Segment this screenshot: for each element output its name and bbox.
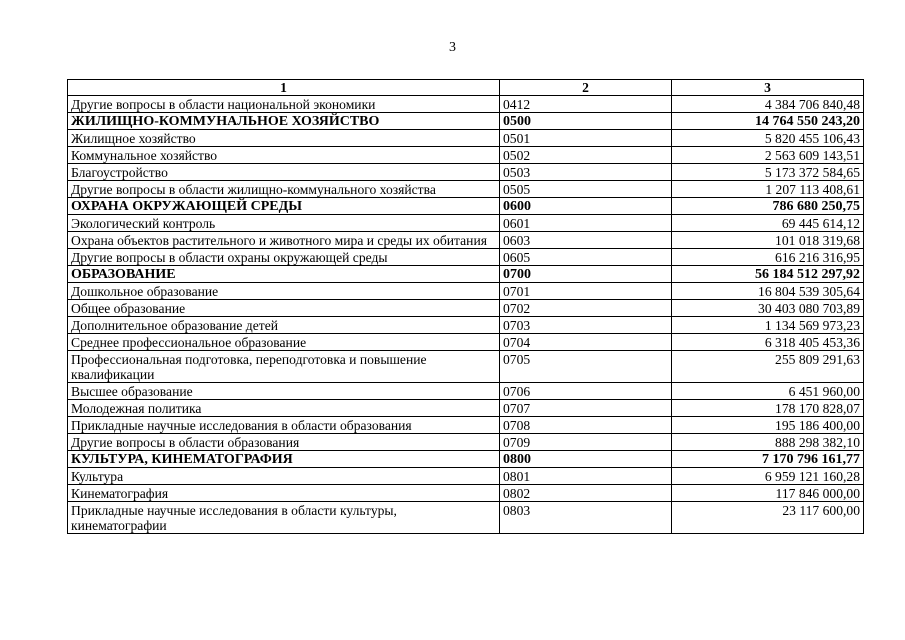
page-number: 3: [449, 40, 456, 55]
row-amount: 117 846 000,00: [672, 485, 864, 502]
row-code: 0802: [500, 485, 672, 502]
row-amount: 14 764 550 243,20: [672, 113, 864, 130]
row-name: Другие вопросы в области образования: [68, 434, 500, 451]
row-code: 0412: [500, 96, 672, 113]
column-header-1: 1: [68, 80, 500, 96]
row-amount: 616 216 316,95: [672, 249, 864, 266]
row-amount: 16 804 539 305,64: [672, 283, 864, 300]
row-code: 0706: [500, 383, 672, 400]
table-row: [68, 383, 864, 400]
table-row: [68, 334, 864, 351]
row-amount: 5 820 455 106,43: [672, 130, 864, 147]
row-name: Другие вопросы в области охраны окружающей среды: [68, 249, 500, 266]
row-name: Высшее образование: [68, 383, 500, 400]
table-row: [68, 232, 864, 249]
row-amount: 69 445 614,12: [672, 215, 864, 232]
row-code: 0601: [500, 215, 672, 232]
row-amount: 6 318 405 453,36: [672, 334, 864, 351]
row-name: Среднее профессиональное образование: [68, 334, 500, 351]
row-name: Культура: [68, 468, 500, 485]
row-code: 0700: [500, 266, 672, 283]
row-code: 0704: [500, 334, 672, 351]
table-row: [68, 300, 864, 317]
row-name: ОХРАНА ОКРУЖАЮЩЕЙ СРЕДЫ: [68, 198, 500, 215]
row-name: Молодежная политика: [68, 400, 500, 417]
budget-table: [67, 79, 864, 534]
row-code: 0503: [500, 164, 672, 181]
row-code: 0505: [500, 181, 672, 198]
row-name: Прикладные научные исследования в области культуры, кинематографии: [68, 502, 500, 534]
table-row: [68, 249, 864, 266]
row-code: 0605: [500, 249, 672, 266]
table-row: [68, 96, 864, 113]
row-code: 0801: [500, 468, 672, 485]
row-amount: 888 298 382,10: [672, 434, 864, 451]
column-header-2: 2: [500, 80, 672, 96]
row-code: 0803: [500, 502, 672, 534]
row-amount: 6 451 960,00: [672, 383, 864, 400]
row-amount: 7 170 796 161,77: [672, 451, 864, 468]
row-name: Другие вопросы в области национальной экономики: [68, 96, 500, 113]
row-amount: 23 117 600,00: [672, 502, 864, 534]
row-name: Прикладные научные исследования в области образования: [68, 417, 500, 434]
row-name: Профессиональная подготовка, переподготовка и повышение квалификации: [68, 351, 500, 383]
table-row: [68, 351, 864, 383]
row-code: 0703: [500, 317, 672, 334]
row-name: ОБРАЗОВАНИЕ: [68, 266, 500, 283]
row-name: Экологический контроль: [68, 215, 500, 232]
table-row: [68, 468, 864, 485]
table-body: [68, 96, 864, 534]
row-name: Охрана объектов растительного и животного мира и среды их обитания: [68, 232, 500, 249]
table-row: [68, 485, 864, 502]
table-header-row: [68, 80, 864, 96]
row-name: Жилищное хозяйство: [68, 130, 500, 147]
row-name: Кинематография: [68, 485, 500, 502]
row-code: 0603: [500, 232, 672, 249]
table-row: [68, 283, 864, 300]
row-code: 0702: [500, 300, 672, 317]
row-amount: 786 680 250,75: [672, 198, 864, 215]
row-amount: 195 186 400,00: [672, 417, 864, 434]
row-amount: 4 384 706 840,48: [672, 96, 864, 113]
table-row: [68, 317, 864, 334]
row-code: 0600: [500, 198, 672, 215]
column-header-3: 3: [672, 80, 864, 96]
row-code: 0707: [500, 400, 672, 417]
table-row: [68, 147, 864, 164]
row-code: 0705: [500, 351, 672, 383]
row-name: Дополнительное образование детей: [68, 317, 500, 334]
row-name: ЖИЛИЩНО-КОММУНАЛЬНОЕ ХОЗЯЙСТВО: [68, 113, 500, 130]
row-amount: 101 018 319,68: [672, 232, 864, 249]
row-code: 0701: [500, 283, 672, 300]
row-name: Общее образование: [68, 300, 500, 317]
table-row: [68, 434, 864, 451]
row-amount: 56 184 512 297,92: [672, 266, 864, 283]
table-row: [68, 130, 864, 147]
table-row: [68, 215, 864, 232]
row-amount: 5 173 372 584,65: [672, 164, 864, 181]
row-code: 0500: [500, 113, 672, 130]
row-name: КУЛЬТУРА, КИНЕМАТОГРАФИЯ: [68, 451, 500, 468]
row-amount: 30 403 080 703,89: [672, 300, 864, 317]
table-row: [68, 417, 864, 434]
row-amount: 178 170 828,07: [672, 400, 864, 417]
row-amount: 2 563 609 143,51: [672, 147, 864, 164]
row-amount: 6 959 121 160,28: [672, 468, 864, 485]
row-amount: 1 207 113 408,61: [672, 181, 864, 198]
table-row: [68, 502, 864, 534]
row-code: 0709: [500, 434, 672, 451]
row-name: Благоустройство: [68, 164, 500, 181]
row-amount: 1 134 569 973,23: [672, 317, 864, 334]
table-row: [68, 164, 864, 181]
table-row: [68, 181, 864, 198]
row-code: 0708: [500, 417, 672, 434]
section-row: [68, 266, 864, 283]
row-code: 0501: [500, 130, 672, 147]
section-row: [68, 198, 864, 215]
row-amount: 255 809 291,63: [672, 351, 864, 383]
row-name: Другие вопросы в области жилищно-коммунального хозяйства: [68, 181, 500, 198]
section-row: [68, 451, 864, 468]
section-row: [68, 113, 864, 130]
row-code: 0800: [500, 451, 672, 468]
row-code: 0502: [500, 147, 672, 164]
table-row: [68, 400, 864, 417]
row-name: Коммунальное хозяйство: [68, 147, 500, 164]
row-name: Дошкольное образование: [68, 283, 500, 300]
